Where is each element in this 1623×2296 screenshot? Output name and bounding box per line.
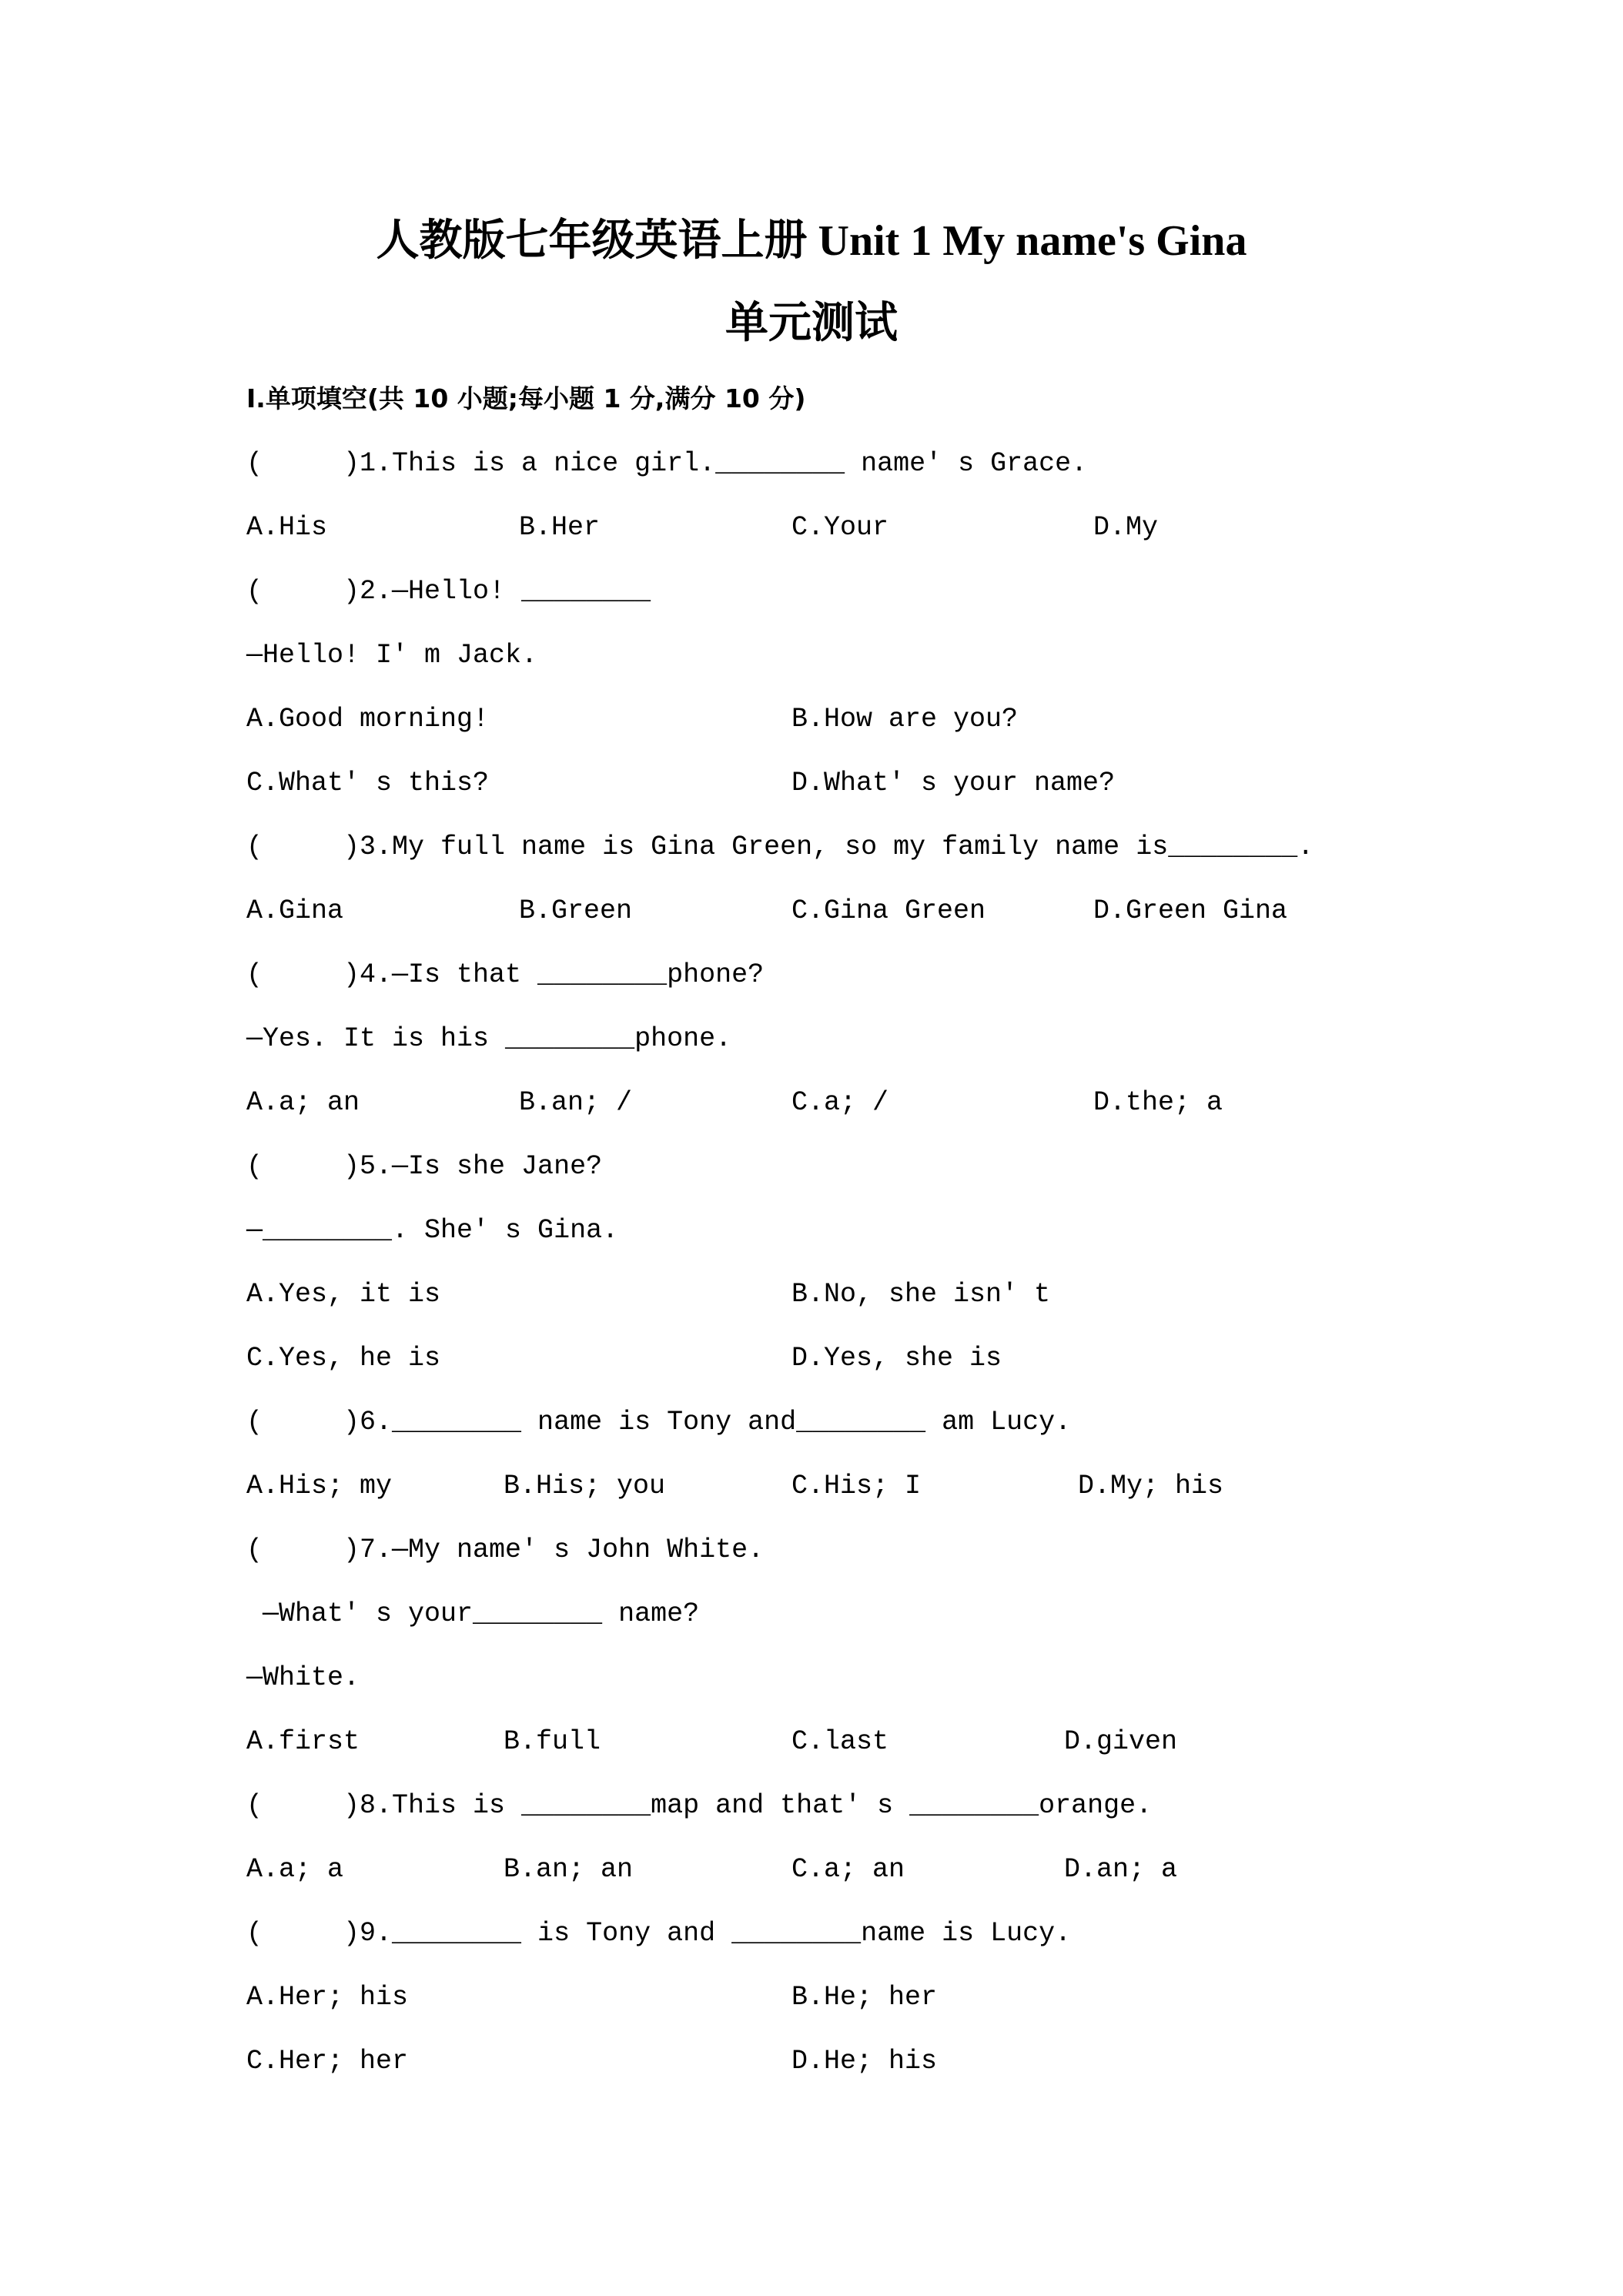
question-2-option-d: D.What′ s your name?: [791, 768, 1116, 798]
question-1-option-b: B.Her: [519, 512, 601, 543]
question-8-option-a: A.a; a: [246, 1854, 344, 1885]
document-subtitle: 单元测试: [725, 300, 898, 347]
question-8-option-b: B.an; an: [504, 1854, 634, 1885]
question-2-option-b: B.How are you?: [791, 704, 1019, 735]
question-2-stem: ( )2.—Hello! ________: [246, 576, 651, 607]
question-3-option-d: D.Green Gina: [1093, 895, 1288, 926]
section-heading: Ⅰ.单项填空(共 10 小题;每小题 1 分,满分 10 分): [246, 383, 806, 413]
question-8-option-c: C.a; an: [791, 1854, 905, 1885]
question-6-option-b: B.His; you: [504, 1471, 666, 1501]
question-6-option-c: C.His; I: [791, 1471, 922, 1501]
question-7-stem: ( )7.—My name′ s John White.: [246, 1535, 765, 1565]
document-title: 人教版七年级英语上册 Unit 1 My name's Gina: [376, 217, 1247, 265]
question-6-option-a: A.His; my: [246, 1471, 393, 1501]
question-2-response: —Hello! I′ m Jack.: [246, 640, 538, 671]
question-9-option-a: A.Her; his: [246, 1982, 409, 2013]
question-5-stem: ( )5.—Is she Jane?: [246, 1151, 603, 1182]
question-1-option-c: C.Your: [791, 512, 889, 543]
question-9-option-b: B.He; her: [791, 1982, 938, 2013]
question-1-option-d: D.My: [1093, 512, 1159, 543]
question-7-option-d: D.given: [1064, 1726, 1178, 1757]
question-8-option-d: D.an; a: [1064, 1854, 1178, 1885]
question-5-option-c: C.Yes, he is: [246, 1343, 441, 1374]
question-2-option-a: A.Good morning!: [246, 704, 490, 735]
question-6-stem: ( )6.________ name is Tony and________ am Lucy.: [246, 1407, 1072, 1438]
question-4-option-c: C.a; /: [791, 1087, 889, 1118]
question-3-option-a: A.Gina: [246, 895, 344, 926]
question-1-option-a: A.His: [246, 512, 328, 543]
question-6-option-d: D.My; his: [1078, 1471, 1224, 1501]
question-4-option-b: B.an; /: [519, 1087, 633, 1118]
question-4-response: —Yes. It is his ________phone.: [246, 1023, 732, 1054]
question-7-option-c: C.last: [791, 1726, 889, 1757]
question-3-stem: ( )3.My full name is Gina Green, so my family name is________.: [246, 832, 1314, 862]
question-3-option-b: B.Green: [519, 895, 633, 926]
question-9-option-c: C.Her; her: [246, 2046, 409, 2077]
question-7-response: —What′ s your________ name?: [246, 1598, 700, 1629]
question-3-option-c: C.Gina Green: [791, 895, 986, 926]
question-4-stem: ( )4.—Is that ________phone?: [246, 959, 765, 990]
question-9-option-d: D.He; his: [791, 2046, 938, 2077]
question-7-answer: —White.: [246, 1662, 360, 1693]
question-7-option-b: B.full: [504, 1726, 601, 1757]
question-4-option-d: D.the; a: [1093, 1087, 1223, 1118]
question-7-option-a: A.first: [246, 1726, 360, 1757]
question-1-stem: ( )1.This is a nice girl.________ name′ s Grace.: [246, 448, 1088, 479]
question-5-response: —________. She′ s Gina.: [246, 1215, 619, 1246]
question-2-option-c: C.What′ s this?: [246, 768, 490, 798]
question-5-option-a: A.Yes, it is: [246, 1279, 441, 1310]
question-8-stem: ( )8.This is ________map and that′ s ________orange.: [246, 1790, 1153, 1821]
question-9-stem: ( )9.________ is Tony and ________name is Lucy.: [246, 1918, 1072, 1949]
question-5-option-d: D.Yes, she is: [791, 1343, 1002, 1374]
question-4-option-a: A.a; an: [246, 1087, 360, 1118]
question-5-option-b: B.No, she isn′ t: [791, 1279, 1051, 1310]
